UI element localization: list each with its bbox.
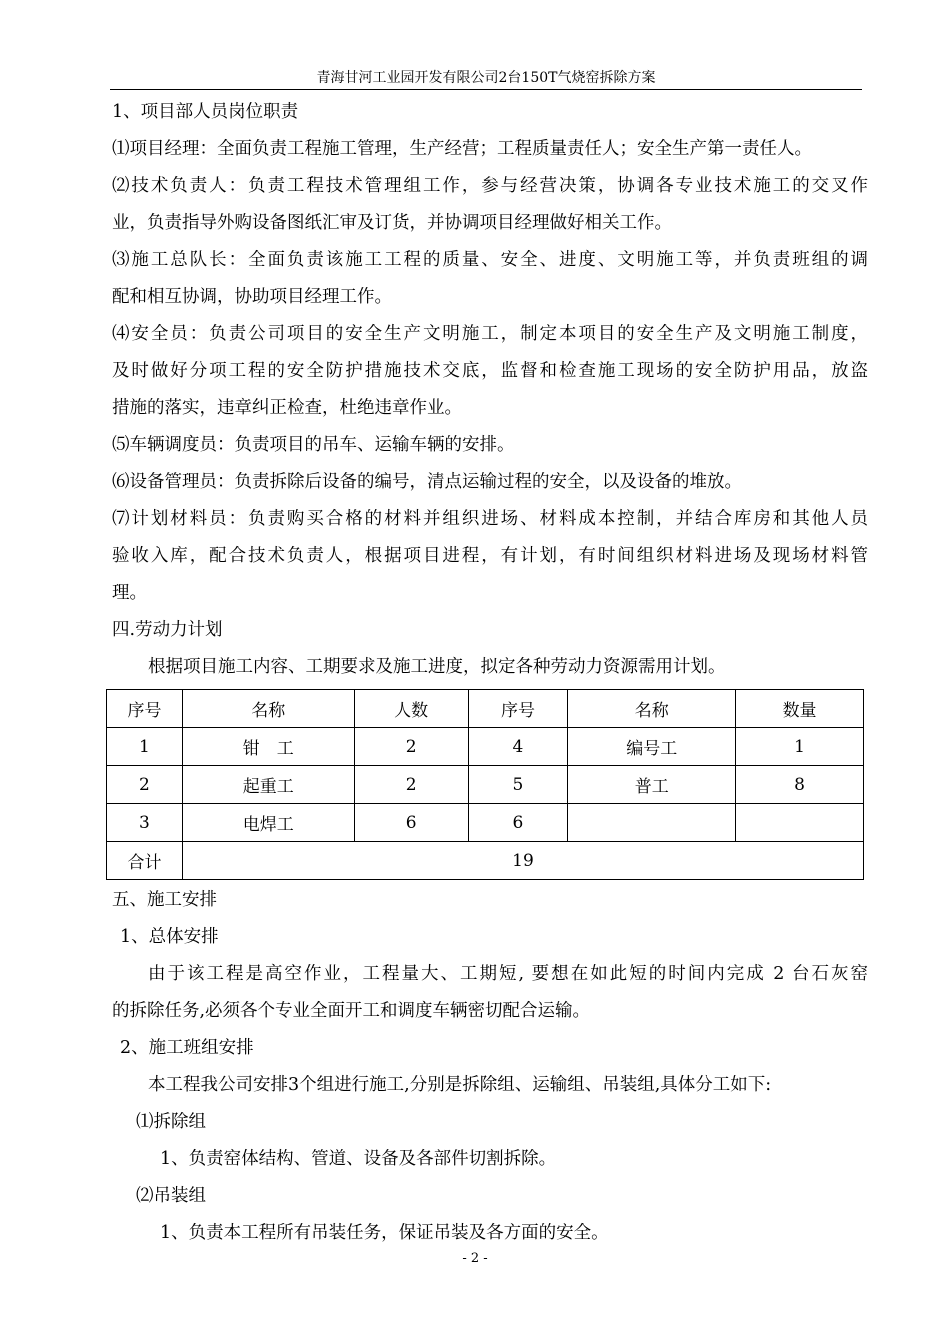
table-cell [568, 804, 736, 842]
duty-line: 理。 [112, 583, 147, 603]
table-header-cell: 名称 [182, 690, 354, 728]
labor-plan-table [106, 689, 864, 880]
demolition-heading: ⑴拆除组 [136, 1112, 206, 1132]
schedule-heading: 五、施工安排 [112, 890, 217, 910]
table-cell: 起重工 [182, 766, 354, 804]
table-cell: 2 [354, 766, 468, 804]
duty-line: ⑺计划材料员：负责购买合格的材料并组织进场、材料成本控制，并结合库房和其他人员 [112, 509, 868, 529]
duty-line: ⑹设备管理员：负责拆除后设备的编号，清点运输过程的安全，以及设备的堆放。 [112, 472, 742, 492]
document-body [112, 94, 868, 1252]
table-cell: 8 [736, 766, 864, 804]
labor-heading: 四.劳动力计划 [112, 620, 223, 640]
table-cell: 6 [468, 804, 568, 842]
table-cell: 编号工 [568, 728, 736, 766]
duty-line: 业，负责指导外购设备图纸汇审及订货，并协调项目经理做好相关工作。 [112, 213, 672, 233]
table-cell: 4 [468, 728, 568, 766]
table-cell: 电焊工 [182, 804, 354, 842]
table-cell: 普工 [568, 766, 736, 804]
lifting-heading: ⑵吊装组 [136, 1186, 206, 1206]
lifting-item: 1、负责本工程所有吊装任务，保证吊装及各方面的安全。 [160, 1223, 609, 1243]
duty-line: 及时做好分项工程的安全防护措施技术交底，监督和检查施工现场的安全防护用品，放盗 [112, 361, 868, 381]
table-cell: 2 [107, 766, 183, 804]
duties-heading: 1、项目部人员岗位职责 [112, 102, 299, 122]
table-header-row [107, 690, 864, 728]
duty-line: ⑷安全员：负责公司项目的安全生产文明施工，制定本项目的安全生产及文明施工制度， [112, 324, 868, 344]
table-cell: 5 [468, 766, 568, 804]
demolition-item: 1、负责窑体结构、管道、设备及各部件切割拆除。 [160, 1149, 557, 1169]
table-cell: 3 [107, 804, 183, 842]
table-header-cell: 数量 [736, 690, 864, 728]
table-row [107, 804, 864, 842]
table-cell: 6 [354, 804, 468, 842]
table-cell: 2 [354, 728, 468, 766]
overall-line: 的拆除任务,必须各个专业全面开工和调度车辆密切配合运输。 [112, 1001, 591, 1021]
duty-line: ⑶施工总队长：全面负责该施工工程的质量、安全、进度、文明施工等，并负责班组的调 [112, 250, 868, 270]
table-header-cell: 名称 [568, 690, 736, 728]
table-row [107, 766, 864, 804]
overall-line: 由于该工程是高空作业，工程量大、工期短, 要想在如此短的时间内完成 2 台石灰窑 [148, 964, 868, 984]
labor-intro: 根据项目施工内容、工期要求及施工进度，拟定各种劳动力资源需用计划。 [148, 657, 726, 677]
duty-line: 验收入库，配合技术负责人，根据项目进程，有计划，有时间组织材料进场及现场材料管 [112, 546, 868, 566]
table-header-cell: 序号 [468, 690, 568, 728]
duty-line: ⑴项目经理：全面负责工程施工管理，生产经营；工程质量责任人；安全生产第一责任人。 [112, 139, 812, 159]
team-intro: 本工程我公司安排3个组进行施工,分别是拆除组、运输组、吊装组,具体分工如下: [148, 1075, 772, 1095]
table-row [107, 728, 864, 766]
table-header-cell: 人数 [354, 690, 468, 728]
duty-line: ⑵技术负责人：负责工程技术管理组工作，参与经营决策，协调各专业技术施工的交叉作 [112, 176, 868, 196]
page-number: - 2 - [462, 1251, 488, 1266]
total-label-cell: 合计 [107, 842, 183, 880]
duty-line: 措施的落实，违章纠正检查，杜绝违章作业。 [112, 398, 462, 418]
overall-heading: 1、总体安排 [120, 927, 219, 947]
table-cell: 钳 工 [182, 728, 354, 766]
table-total-row [107, 842, 864, 880]
page-header: 青海甘河工业园开发有限公司2台150T气烧窑拆除方案 [110, 68, 862, 90]
duty-line: 配和相互协调，协助项目经理工作。 [112, 287, 392, 307]
total-value-cell: 19 [182, 842, 863, 880]
table-header-cell: 序号 [107, 690, 183, 728]
duty-line: ⑸车辆调度员：负责项目的吊车、运输车辆的安排。 [112, 435, 515, 455]
table-cell: 1 [736, 728, 864, 766]
table-cell: 1 [107, 728, 183, 766]
table-cell [736, 804, 864, 842]
team-heading: 2、施工班组安排 [120, 1038, 254, 1058]
